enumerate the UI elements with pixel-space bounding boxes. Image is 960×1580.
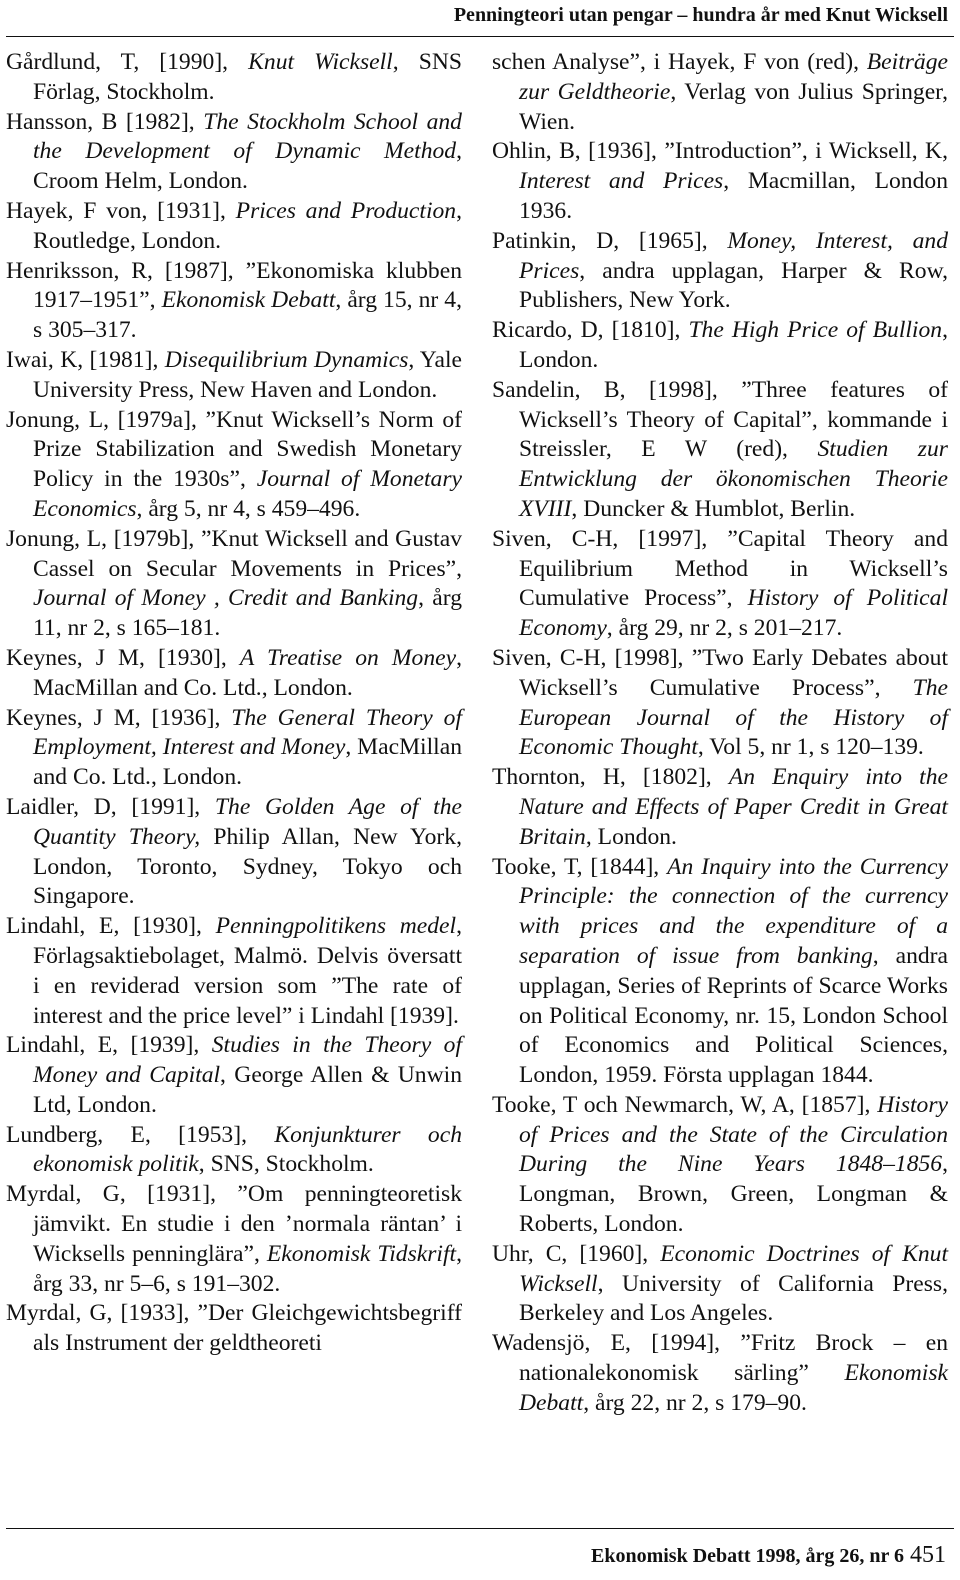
reference-entry (6, 644, 462, 704)
reference-entry (492, 1091, 948, 1240)
reference-details: , årg 11, nr 2, s 165–181. (33, 585, 462, 642)
reference-details: , årg 5, nr 4, s 459–496. (136, 495, 361, 522)
reference-details: , Yale University Press, New Haven and London. (33, 346, 462, 403)
reference-title: The Golden Age of the Quantity Theory, (33, 793, 462, 850)
reference-title: History of Prices and the State of the Circulation During the Nine Years 1848–1856 (519, 1091, 948, 1178)
reference-entry (6, 1299, 462, 1359)
left-column (6, 48, 462, 1359)
reference-details: , årg 33, nr 5–6, s 191–302. (33, 1240, 462, 1297)
reference-text: Jonung, L, [1979b], ”Knut Wicksell and Gustav Cassel on Secular Movements in Prices”, (6, 525, 462, 582)
reference-title: Konjunkturer och ekonomisk politik (33, 1121, 462, 1178)
running-header: Penningteori utan pengar – hundra år med Knut Wicksell (453, 4, 948, 26)
reference-title: Ekonomisk Debatt (161, 287, 336, 314)
reference-details: , Croom Helm, London. (33, 138, 462, 195)
reference-details: , MacMillan and Co. Ltd., London. (33, 644, 463, 701)
reference-details: , MacMillan and Co. Ltd., London. (33, 734, 462, 791)
reference-details: , SNS Förlag, Stockholm. (33, 49, 462, 105)
reference-title: Money, Interest, and Prices (519, 227, 948, 284)
reference-text: Patinkin, D, [1965], (492, 227, 728, 254)
page-footer (591, 1538, 946, 1572)
reference-details: , Longman, Brown, Green, Longman & Roberts, London. (519, 1151, 948, 1238)
reference-text: Gårdlund, T, [1990], (6, 49, 249, 75)
reference-text: Lindahl, E, [1939], (6, 1032, 212, 1059)
reference-title: Studies in the Theory of Money and Capital (33, 1032, 462, 1089)
reference-title: The High Price of Bullion (688, 317, 943, 344)
footer-rule (6, 1528, 954, 1529)
reference-text: Laidler, D, [1991], (6, 793, 215, 820)
reference-text: Ricardo, D, [1810], (492, 317, 689, 344)
reference-title: Studien zur Entwicklung der ökonomischen Theorie XVIII (519, 436, 948, 522)
reference-details: , Verlag von Julius Springer, Wien. (519, 78, 948, 135)
reference-entry (6, 406, 462, 525)
reference-entry (492, 316, 948, 376)
reference-entry (6, 108, 462, 197)
reference-entry (492, 137, 948, 226)
reference-details: , andra upplagan, Series of Reprints of Scarce Works on Political Economy, nr. 15, London School of Economics and Political Sciences, London, 1959. Första upplagan 1844. (519, 942, 948, 1089)
reference-text: Wadensjö, E, [1994], ”Fritz Brock – en nationalekonomisk särling” (492, 1330, 948, 1387)
reference-entry (492, 1240, 948, 1329)
reference-entry (492, 227, 948, 316)
reference-details: , Routledge, London. (33, 197, 462, 254)
reference-details: , andra upplagan, Harper & Row, Publishers, New York. (519, 257, 948, 314)
reference-text: Henriksson, R, [1987], ”Ekonomiska klubben 1917–1951”, (6, 257, 462, 314)
reference-title: Interest and Prices (519, 168, 724, 195)
reference-text: Uhr, C, [1960], (492, 1240, 661, 1267)
reference-text: Jonung, L, [1979a], ”Knut Wicksell’s Norm of Prize Stabilization and Swedish Monetary Policy in the 1930s”, (6, 406, 462, 493)
reference-text: Keynes, J M, [1930], (6, 644, 240, 671)
reference-title: The Stockholm School and the Development of Dynamic Method (33, 108, 462, 165)
reference-text: Ohlin, B, [1936], ”Introduction”, i Wicksell, K, (492, 138, 948, 165)
reference-entry (6, 197, 462, 257)
reference-details: , George Allen & Unwin Ltd, London. (33, 1062, 462, 1118)
reference-entry (6, 793, 462, 912)
reference-text: schen Analyse”, i Hayek, F von (red), (492, 49, 867, 75)
reference-title: Penningpolitikens medel (215, 913, 457, 940)
reference-text: Sandelin, B, [1998], ”Three features of Wicksell’s Theory of Capital”, kommande i Streissler, E W (red), (492, 376, 948, 463)
reference-details: , Vol 5, nr 1, s 120–139. (697, 734, 924, 761)
reference-title: Disequilibrium Dynamics (164, 346, 409, 373)
reference-title: Beiträge zur Geldtheorie (519, 49, 948, 105)
page-number: 451 (910, 1542, 946, 1568)
reference-entry (492, 525, 948, 644)
reference-text: Thornton, H, [1802], (492, 764, 729, 791)
reference-title: Prices and Production (235, 197, 457, 224)
reference-text: Lindahl, E, [1930], (6, 913, 216, 940)
reference-entry (6, 1121, 462, 1181)
reference-entry (6, 912, 462, 1031)
reference-entry (6, 704, 462, 793)
reference-details: , årg 22, nr 2, s 179–90. (583, 1389, 807, 1416)
reference-title: Journal of Money , Credit and Banking (33, 585, 419, 612)
reference-title: The General Theory of Employment, Interest and Money (33, 704, 463, 761)
right-column (492, 48, 948, 1419)
reference-entry (492, 644, 948, 763)
reference-title: An Enquiry into the Nature and Effects of Paper Credit in Great Britain (519, 764, 948, 850)
reference-title: Knut Wicksell (248, 49, 393, 75)
reference-details: Philip Allan, New York, London, Toronto, Sydney, Tokyo och Singapore. (33, 823, 462, 910)
reference-text: Siven, C-H, [1998], ”Two Early Debates about Wicksell’s Cumulative Process”, (492, 644, 948, 701)
reference-entry (6, 1180, 462, 1299)
reference-entry (6, 346, 462, 406)
reference-title: An Inquiry into the Currency Principle: the connection of the currency with prices and the expenditure of a separation of issue from banking (519, 853, 948, 969)
reference-text: Lundberg, E, [1953], (6, 1121, 275, 1148)
reference-title: A Treatise on Money (239, 644, 457, 671)
reference-title: The European Journal of the History of Economic Thought (519, 674, 948, 761)
reference-title: History of Political Economy (519, 585, 948, 642)
reference-details: , SNS, Stockholm. (198, 1151, 374, 1178)
reference-details: , Macmillan, London 1936. (519, 168, 948, 224)
reference-details: , årg 15, nr 4, s 305–317. (33, 287, 462, 344)
header-rule (6, 36, 954, 37)
reference-text: Hansson, B [1982], (6, 108, 204, 135)
reference-title: Ekonomisk Tidskrift (266, 1240, 457, 1267)
reference-entry (492, 376, 948, 525)
reference-details: , Förlagsaktiebolaget, Malmö. Delvis översatt i en reviderad version som ”The rate of interest and the price level” i Lindahl [1939]. (33, 913, 462, 1029)
reference-entry (492, 1329, 948, 1418)
reference-details: , London. (585, 823, 677, 850)
reference-details: , årg 29, nr 2, s 201–217. (606, 615, 843, 642)
reference-details: , London. (519, 317, 948, 373)
reference-text: Myrdal, G, [1931], ”Om penningteoretisk jämvikt. En studie i den ’normala räntan’ i Wicksells penninglära”, (6, 1181, 462, 1267)
reference-text: Keynes, J M, [1936], (6, 704, 232, 731)
reference-title: Journal of Monetary Economics (33, 466, 462, 522)
reference-entry (492, 853, 948, 1091)
reference-entry (6, 1031, 462, 1120)
reference-details: , University of California Press, Berkeley and Los Angeles. (519, 1270, 948, 1327)
footer-journal: Ekonomisk Debatt 1998, årg 26, nr 6 (591, 1545, 904, 1567)
reference-entry (6, 257, 462, 346)
reference-text: Siven, C-H, [1997], ”Capital Theory and Equilibrium Method in Wicksell’s Cumulative Process”, (492, 525, 948, 612)
reference-text: Iwai, K, [1981], (6, 346, 165, 373)
reference-title: Economic Doctrines of Knut Wicksell (519, 1240, 949, 1297)
reference-entry (6, 48, 462, 108)
reference-entry (6, 525, 462, 644)
reference-entry (492, 48, 948, 137)
reference-title: Ekonomisk Debatt (519, 1360, 948, 1416)
reference-text: Tooke, T, [1844], (492, 853, 668, 880)
reference-text: Tooke, T och Newmarch, W, A, [1857], (492, 1091, 878, 1118)
reference-text: Hayek, F von, [1931], (6, 197, 236, 224)
reference-text: Myrdal, G, [1933], ”Der Gleichgewichtsbegriff als Instrument der geldtheoreti (6, 1300, 462, 1357)
reference-details: , Duncker & Humblot, Berlin. (571, 495, 856, 522)
reference-entry (492, 763, 948, 852)
